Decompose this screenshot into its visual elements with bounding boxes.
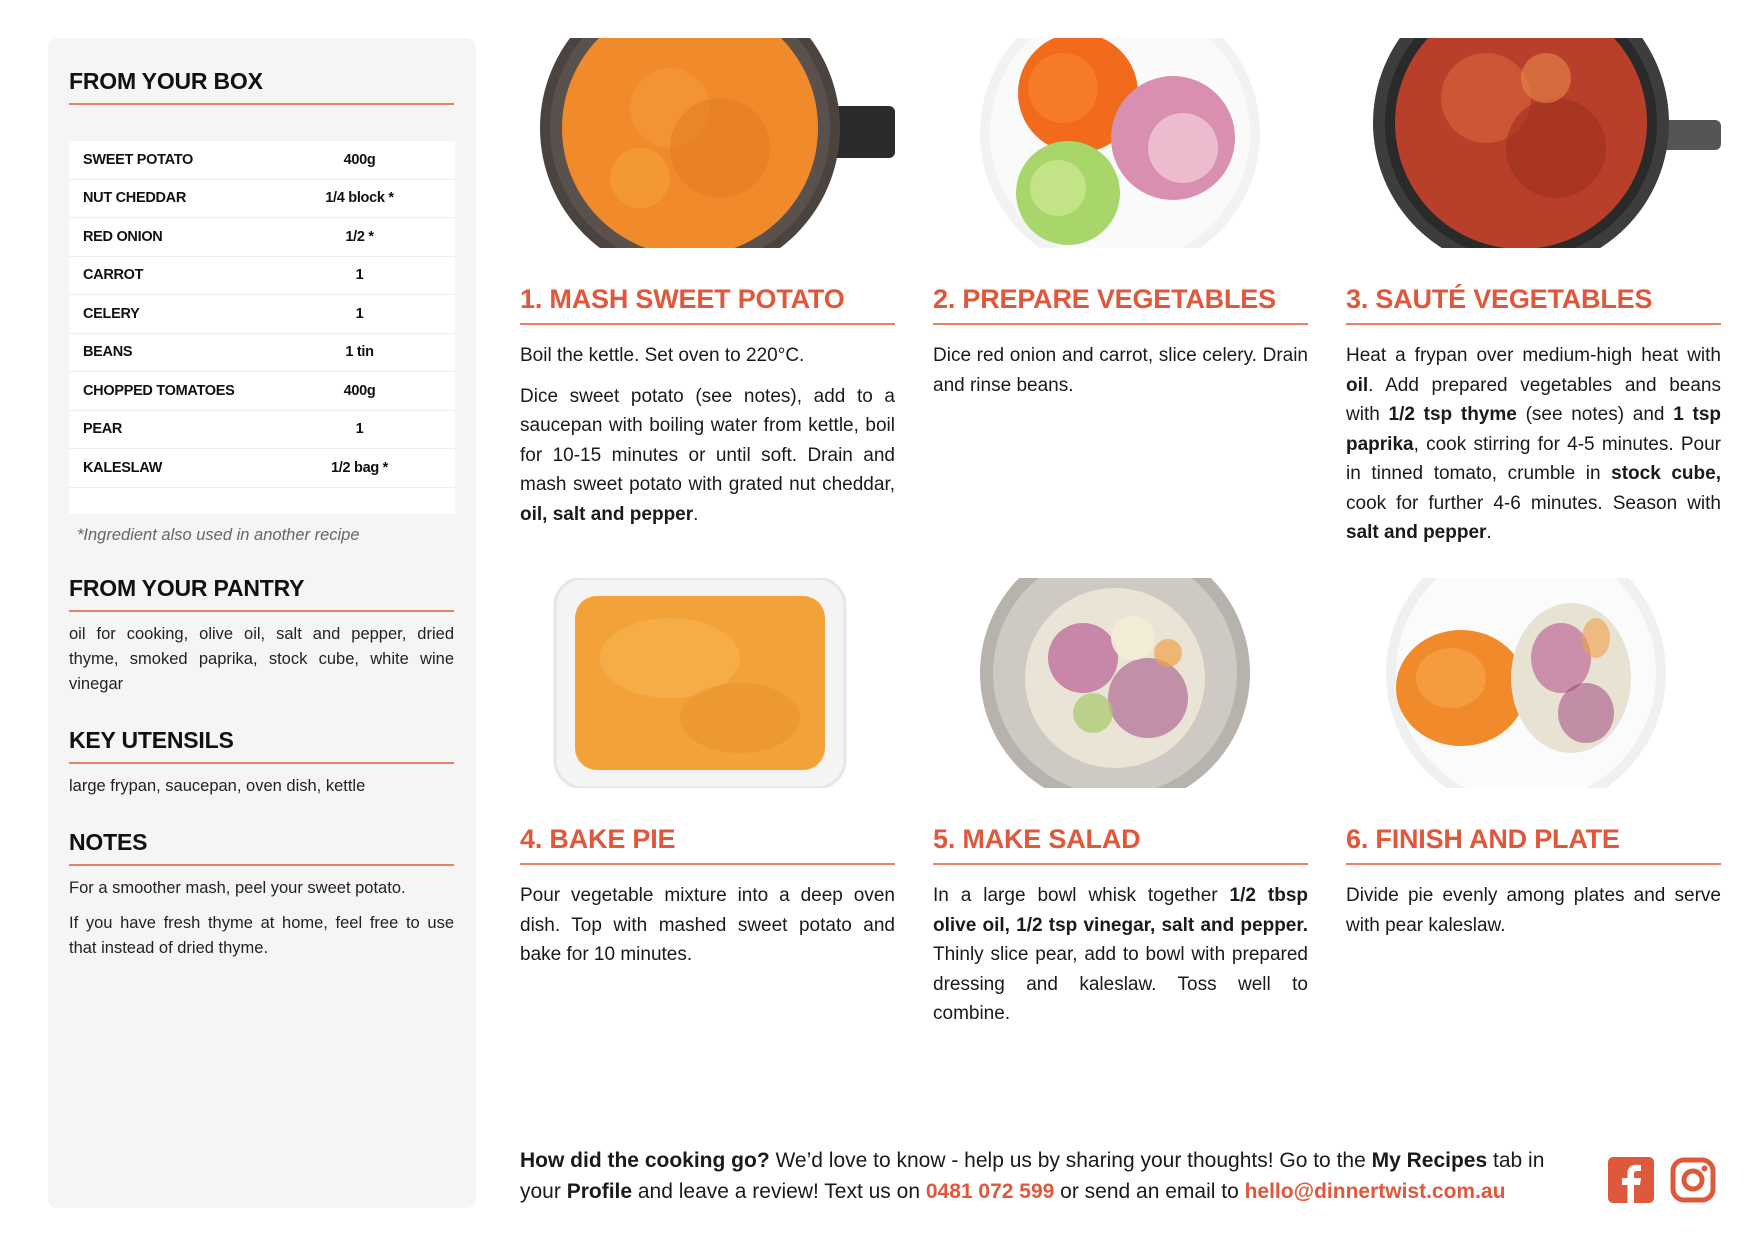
step-1-para-2 <box>520 382 895 530</box>
ingredient-qty: 1 tin <box>345 344 374 361</box>
ingredient-qty: 1 <box>355 421 364 438</box>
ingredient-name: CARROT <box>83 267 144 284</box>
text-run-bold: stock cube, <box>1611 463 1721 484</box>
step-2-text <box>933 341 1308 400</box>
ingredient-qty: 400g <box>343 151 376 168</box>
step-1 <box>520 38 895 529</box>
ingredient-row <box>69 449 455 488</box>
step-1-text <box>520 341 895 529</box>
ingredient-qty: 1/2 bag * <box>331 459 388 476</box>
text-run: (see notes) and <box>1516 404 1674 425</box>
step-2 <box>933 38 1308 400</box>
step-3-title: 3. SAUTÉ VEGETABLES <box>1346 284 1721 325</box>
ingredient-row <box>69 257 455 296</box>
note-item: If you have fresh thyme at home, feel free to use that instead of dried thyme. <box>69 913 454 957</box>
text-run-bold: oil <box>1346 374 1369 396</box>
step-6-title: 6. FINISH AND PLATE <box>1346 824 1721 865</box>
text-run: We’d love to know - help us by sharing your thoughts! Go to the <box>769 1149 1372 1172</box>
ingredient-name: CELERY <box>83 305 140 322</box>
text-run: . <box>693 503 699 525</box>
text-run: Dice sweet potato (see notes), add to a saucepan with boiling water from kettle, boil for 10-15 minutes or until soft. Drain and mash sweet potato with grated nut cheddar, <box>520 385 895 495</box>
note-item: For a smoother mash, peel your sweet potato. <box>69 878 406 897</box>
text-run-bold: 1/2 tbsp olive oil, 1/2 tsp vinegar, salt and pepper. <box>933 885 1308 936</box>
review-footer <box>520 1145 1590 1207</box>
step-5-para-1 <box>933 881 1308 1029</box>
text-run: In a large bowl whisk together <box>933 885 1230 906</box>
step-2-title: 2. PREPARE VEGETABLES <box>933 284 1308 325</box>
text-run: tab in your <box>520 1149 1545 1203</box>
step-3 <box>1346 38 1721 548</box>
step-4-photo <box>520 578 895 788</box>
step-1-title: 1. MASH SWEET POTATO <box>520 284 895 325</box>
text-run: , cook stirring for 4-5 minutes. Pour in tinned tomato, crumble in <box>1346 433 1721 484</box>
step-3-photo <box>1346 38 1721 248</box>
text-run-bold: oil, salt and pepper <box>520 503 694 525</box>
email-link[interactable]: hello@dinnertwist.com.au <box>1244 1180 1506 1203</box>
step-4-title: 4. BAKE PIE <box>520 824 895 865</box>
utensils-heading: KEY UTENSILS <box>69 727 454 764</box>
step-6 <box>1346 578 1721 940</box>
step-3-text <box>1346 341 1721 548</box>
ingredient-note: *Ingredient also used in another recipe <box>77 525 360 544</box>
footer-question: How did the cooking go? <box>520 1149 770 1172</box>
ingredient-row <box>69 141 455 180</box>
pantry-section <box>69 575 454 697</box>
text-run: cook for further 4-6 minutes. Season with <box>1346 492 1721 514</box>
ingredient-qty: 1 <box>355 305 364 322</box>
ingredient-name: PEAR <box>83 421 123 438</box>
ingredient-name: CHOPPED TOMATOES <box>83 382 235 399</box>
ingredient-row <box>69 334 455 373</box>
step-4-text <box>520 881 895 970</box>
utensils-text: large frypan, saucepan, oven dish, kettle <box>69 776 366 795</box>
ingredient-qty: 1/4 block * <box>325 190 394 207</box>
ingredient-qty: 1/2 * <box>345 228 374 245</box>
ingredients-table <box>69 141 455 514</box>
phone-link[interactable]: 0481 072 599 <box>925 1180 1055 1203</box>
ingredient-row <box>69 372 455 411</box>
step-5 <box>933 578 1308 1029</box>
step-6-para-1: Divide pie evenly among plates and serve with pear kaleslaw. <box>1346 885 1721 936</box>
ingredient-qty: 400g <box>343 382 376 399</box>
step-6-photo <box>1346 578 1721 788</box>
text-run-bold: My Recipes <box>1371 1149 1488 1172</box>
ingredient-row <box>69 295 455 334</box>
step-6-text <box>1346 881 1721 940</box>
step-3-para-1 <box>1346 341 1721 548</box>
ingredient-name: NUT CHEDDAR <box>83 190 187 207</box>
ingredients-sidebar <box>48 38 476 1208</box>
text-run-bold: 1 tsp paprika <box>1346 404 1721 455</box>
text-run: Heat a frypan over medium-high heat with <box>1346 345 1721 366</box>
ingredient-row <box>69 180 455 219</box>
text-run-bold: salt and pepper <box>1346 522 1487 543</box>
instagram-icon[interactable] <box>1670 1157 1716 1208</box>
text-run-bold: 1/2 tsp thyme <box>1388 404 1517 425</box>
utensils-section <box>69 727 454 799</box>
step-5-title: 5. MAKE SALAD <box>933 824 1308 865</box>
step-1-photo <box>520 38 895 248</box>
text-run: . Add prepared vegetables and beans with <box>1346 374 1721 425</box>
ingredient-name: KALESLAW <box>83 459 162 476</box>
step-5-text <box>933 881 1308 1029</box>
pantry-heading: FROM YOUR PANTRY <box>69 575 454 612</box>
ingredient-qty: 1 <box>355 267 364 284</box>
ingredient-name: RED ONION <box>83 228 163 245</box>
text-run: and leave a review! Text us on <box>632 1180 926 1203</box>
ingredient-name: SWEET POTATO <box>83 151 193 168</box>
text-run: or send an email to <box>1054 1180 1245 1203</box>
from-box-heading: FROM YOUR BOX <box>69 68 454 105</box>
ingredient-name: BEANS <box>83 344 133 361</box>
step-5-photo <box>933 578 1308 788</box>
ingredient-row <box>69 411 455 450</box>
step-2-photo <box>933 38 1308 248</box>
ingredient-row <box>69 218 455 257</box>
pantry-text: oil for cooking, olive oil, salt and pepper, dried thyme, smoked paprika, stock cube, white wine vinegar <box>69 624 454 693</box>
step-4-para-1: Pour vegetable mixture into a deep oven dish. Top with mashed sweet potato and bake for 10 minutes. <box>520 885 895 965</box>
text-run: . <box>1486 522 1492 543</box>
step-2-para-1: Dice red onion and carrot, slice celery. Drain and rinse beans. <box>933 345 1308 396</box>
facebook-icon[interactable] <box>1608 1157 1654 1208</box>
step-4 <box>520 578 895 970</box>
text-run-bold: Profile <box>566 1180 633 1203</box>
notes-section <box>69 829 454 961</box>
step-1-para-1: Boil the kettle. Set oven to 220°C. <box>520 345 805 366</box>
text-run: Thinly slice pear, add to bowl with prepared dressing and kaleslaw. Toss well to combine. <box>933 944 1308 1024</box>
notes-heading: NOTES <box>69 829 454 866</box>
